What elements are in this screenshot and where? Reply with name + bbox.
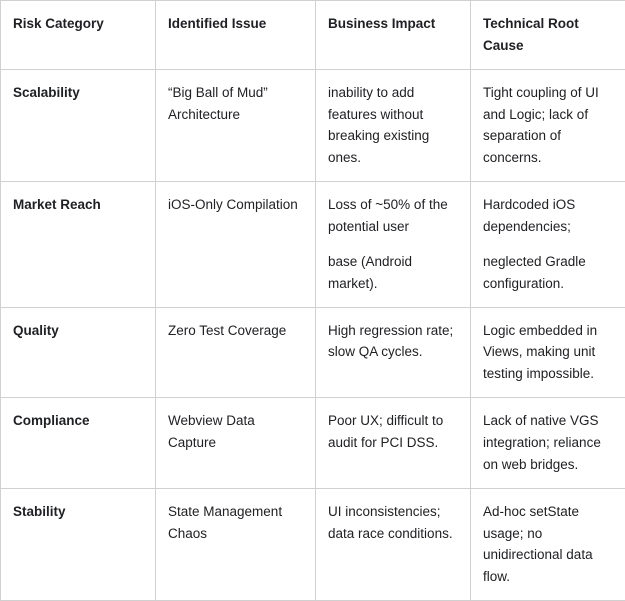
cell-technical-root-cause: Logic embedded in Views, making unit testing impossible.	[471, 307, 625, 398]
cell-business-impact: High regression rate; slow QA cycles.	[316, 307, 471, 398]
cell-identified-issue: Webview Data Capture	[156, 398, 316, 489]
cell-risk-category: Market Reach	[1, 182, 156, 307]
column-header-business-impact: Business Impact	[316, 1, 471, 70]
cell-identified-issue: iOS-Only Compilation	[156, 182, 316, 307]
cell-identified-issue: State Management Chaos	[156, 488, 316, 600]
table-row	[1, 69, 625, 181]
cell-identified-issue: Zero Test Coverage	[156, 307, 316, 398]
table-row	[1, 398, 625, 489]
column-header-technical-root-cause: Technical Root Cause	[471, 1, 625, 70]
root-cause-line-2: neglected Gradle configuration.	[483, 251, 615, 295]
cell-risk-category: Scalability	[1, 69, 156, 181]
cell-technical-root-cause: Tight coupling of UI and Logic; lack of separation of concerns.	[471, 69, 625, 181]
cell-technical-root-cause: Ad-hoc setState usage; no unidirectional data flow.	[471, 488, 625, 600]
table-row	[1, 182, 625, 307]
root-cause-line-1: Hardcoded iOS dependencies;	[483, 194, 615, 238]
paragraph-gap	[328, 238, 460, 251]
column-header-risk-category: Risk Category	[1, 1, 156, 70]
cell-business-impact	[316, 182, 471, 307]
cell-business-impact: inability to add features without breaking existing ones.	[316, 69, 471, 181]
cell-business-impact: UI inconsistencies; data race conditions.	[316, 488, 471, 600]
table-header-row	[1, 1, 625, 70]
cell-technical-root-cause	[471, 182, 625, 307]
table-row	[1, 307, 625, 398]
column-header-identified-issue: Identified Issue	[156, 1, 316, 70]
cell-risk-category: Stability	[1, 488, 156, 600]
cell-risk-category: Quality	[1, 307, 156, 398]
cell-business-impact: Poor UX; difficult to audit for PCI DSS.	[316, 398, 471, 489]
cell-identified-issue: “Big Ball of Mud” Architecture	[156, 69, 316, 181]
impact-line-2: base (Android market).	[328, 251, 460, 295]
cell-risk-category: Compliance	[1, 398, 156, 489]
impact-line-1: Loss of ~50% of the potential user	[328, 194, 460, 238]
paragraph-gap	[483, 238, 615, 251]
cell-technical-root-cause: Lack of native VGS integration; reliance on web bridges.	[471, 398, 625, 489]
table-row	[1, 488, 625, 600]
